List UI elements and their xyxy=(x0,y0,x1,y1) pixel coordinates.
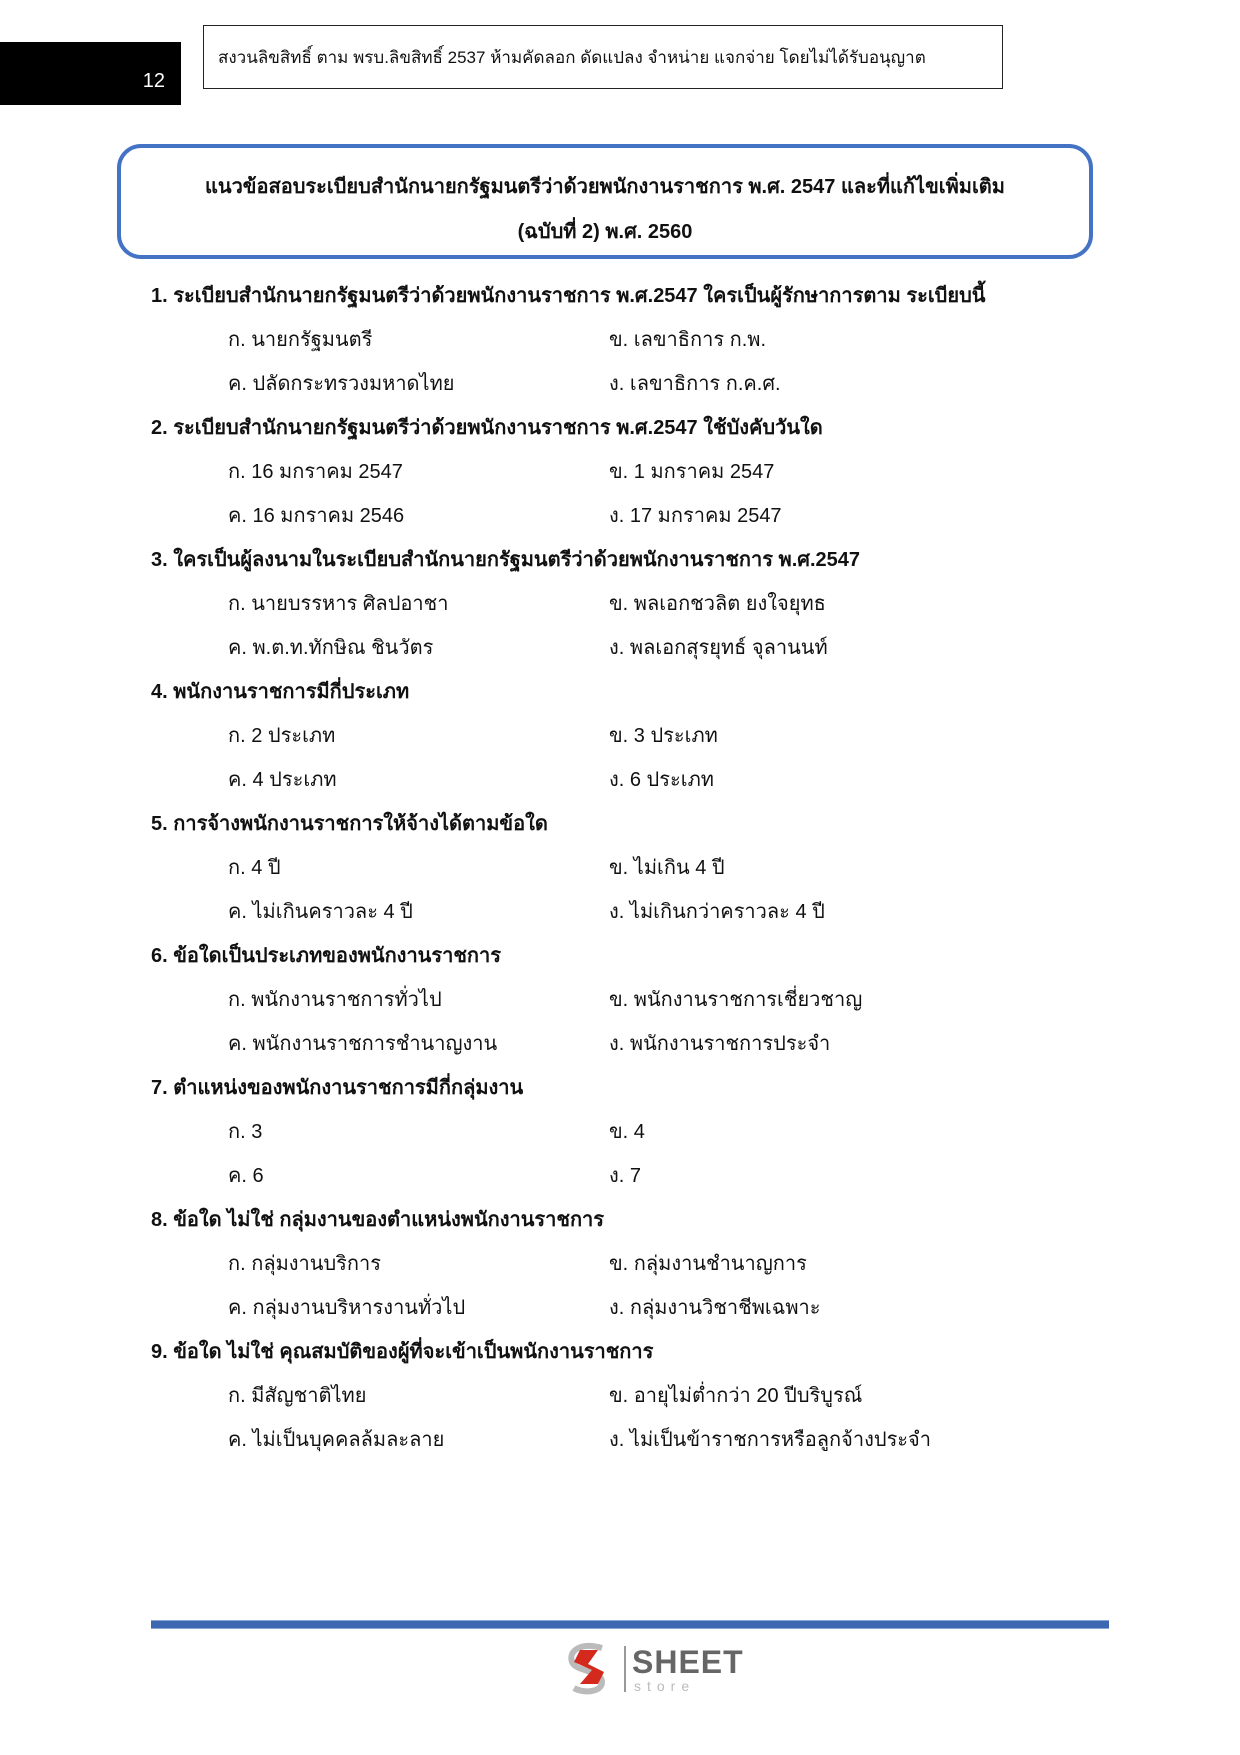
question-6 xyxy=(151,934,1111,1066)
copyright-notice: สงวนลิขสิทธิ์ ตาม พรบ.ลิขสิทธิ์ 2537 ห้ามคัดลอก ดัดแปลง จำหน่าย แจกจ่าย โดยไม่ได้รับอนุญาต xyxy=(203,25,1003,89)
option-b[interactable]: ข. อายุไม่ต่ำกว่า 20 ปีบริบูรณ์ xyxy=(609,1385,863,1407)
logo-divider xyxy=(624,1646,626,1692)
title-line-1: แนวข้อสอบระเบียบสำนักนายกรัฐมนตรีว่าด้วยพนักงานราชการ พ.ศ. 2547 และที่แก้ไขเพิ่มเติม xyxy=(205,176,1005,198)
option-a[interactable]: ก. 3 xyxy=(228,1121,263,1143)
option-c[interactable]: ค. 4 ประเภท xyxy=(228,769,337,791)
option-d[interactable]: ง. 7 xyxy=(609,1165,642,1187)
option-d[interactable]: ง. ไม่เป็นข้าราชการหรือลูกจ้างประจำ xyxy=(609,1429,932,1451)
logo-word: SHEET xyxy=(632,1644,744,1680)
option-a[interactable]: ก. 4 ปี xyxy=(228,857,281,879)
option-d[interactable]: ง. พนักงานราชการประจำ xyxy=(609,1033,831,1055)
sheet-store-logo xyxy=(562,1640,742,1696)
title-box xyxy=(117,144,1093,259)
logo-sub: store xyxy=(634,1678,696,1694)
option-b[interactable]: ข. กลุ่มงานชำนาญการ xyxy=(609,1253,807,1275)
option-a[interactable]: ก. นายกรัฐมนตรี xyxy=(228,329,373,351)
question-1 xyxy=(151,274,1111,406)
footer-rule xyxy=(151,1620,1109,1629)
question-text: 2. ระเบียบสำนักนายกรัฐมนตรีว่าด้วยพนักงานราชการ พ.ศ.2547 ใช้บังคับวันใด xyxy=(151,417,823,439)
title-line-2: (ฉบับที่ 2) พ.ศ. 2560 xyxy=(517,221,693,243)
question-text: 7. ตำแหน่งของพนักงานราชการมีกี่กลุ่มงาน xyxy=(151,1077,524,1099)
question-text: 1. ระเบียบสำนักนายกรัฐมนตรีว่าด้วยพนักงานราชการ พ.ศ.2547 ใครเป็นผู้รักษาการตาม ระเบียบนี้ xyxy=(151,285,986,307)
option-b[interactable]: ข. พลเอกชวลิต ยงใจยุทธ xyxy=(609,593,826,615)
option-c[interactable]: ค. 6 xyxy=(228,1165,264,1187)
option-c[interactable]: ค. ไม่เป็นบุคคลล้มละลาย xyxy=(228,1429,445,1451)
question-9 xyxy=(151,1330,1111,1462)
option-c[interactable]: ค. ปลัดกระทรวงมหาดไทย xyxy=(228,373,455,395)
option-a[interactable]: ก. พนักงานราชการทั่วไป xyxy=(228,989,442,1011)
option-a[interactable]: ก. นายบรรหาร ศิลปอาชา xyxy=(228,593,449,615)
question-text: 4. พนักงานราชการมีกี่ประเภท xyxy=(151,681,410,703)
logo-s-icon xyxy=(562,1640,618,1696)
option-a[interactable]: ก. 2 ประเภท xyxy=(228,725,336,747)
option-d[interactable]: ง. 17 มกราคม 2547 xyxy=(609,505,782,527)
option-b[interactable]: ข. 3 ประเภท xyxy=(609,725,718,747)
option-b[interactable]: ข. เลขาธิการ ก.พ. xyxy=(609,329,767,351)
option-d[interactable]: ง. 6 ประเภท xyxy=(609,769,714,791)
option-c[interactable]: ค. ไม่เกินคราวละ 4 ปี xyxy=(228,901,413,923)
question-text: 6. ข้อใดเป็นประเภทของพนักงานราชการ xyxy=(151,945,501,967)
question-2 xyxy=(151,406,1111,538)
option-b[interactable]: ข. 1 มกราคม 2547 xyxy=(609,461,775,483)
option-b[interactable]: ข. ไม่เกิน 4 ปี xyxy=(609,857,725,879)
option-c[interactable]: ค. พ.ต.ท.ทักษิณ ชินวัตร xyxy=(228,637,434,659)
question-text: 9. ข้อใด ไม่ใช่ คุณสมบัติของผู้ที่จะเข้าเป็นพนักงานราชการ xyxy=(151,1341,654,1363)
option-c[interactable]: ค. กลุ่มงานบริหารงานทั่วไป xyxy=(228,1297,466,1319)
option-c[interactable]: ค. 16 มกราคม 2546 xyxy=(228,505,405,527)
option-d[interactable]: ง. เลขาธิการ ก.ค.ศ. xyxy=(609,373,781,395)
question-5 xyxy=(151,802,1111,934)
option-b[interactable]: ข. 4 xyxy=(609,1121,645,1143)
question-8 xyxy=(151,1198,1111,1330)
option-a[interactable]: ก. กลุ่มงานบริการ xyxy=(228,1253,381,1275)
option-d[interactable]: ง. พลเอกสุรยุทธ์ จุลานนท์ xyxy=(609,637,828,659)
question-text: 8. ข้อใด ไม่ใช่ กลุ่มงานของตำแหน่งพนักงานราชการ xyxy=(151,1209,605,1231)
page-number: 12 xyxy=(142,70,165,92)
option-d[interactable]: ง. ไม่เกินกว่าคราวละ 4 ปี xyxy=(609,901,825,923)
question-7 xyxy=(151,1066,1111,1198)
option-d[interactable]: ง. กลุ่มงานวิชาชีพเฉพาะ xyxy=(609,1297,821,1319)
option-b[interactable]: ข. พนักงานราชการเชี่ยวชาญ xyxy=(609,989,863,1011)
question-text: 5. การจ้างพนักงานราชการให้จ้างได้ตามข้อใด xyxy=(151,813,548,835)
option-a[interactable]: ก. มีสัญชาติไทย xyxy=(228,1385,367,1407)
option-c[interactable]: ค. พนักงานราชการชำนาญงาน xyxy=(228,1033,498,1055)
question-4 xyxy=(151,670,1111,802)
question-3 xyxy=(151,538,1111,670)
option-a[interactable]: ก. 16 มกราคม 2547 xyxy=(228,461,403,483)
question-text: 3. ใครเป็นผู้ลงนามในระเบียบสำนักนายกรัฐมนตรีว่าด้วยพนักงานราชการ พ.ศ.2547 xyxy=(151,549,861,571)
page-number-box xyxy=(0,42,181,105)
